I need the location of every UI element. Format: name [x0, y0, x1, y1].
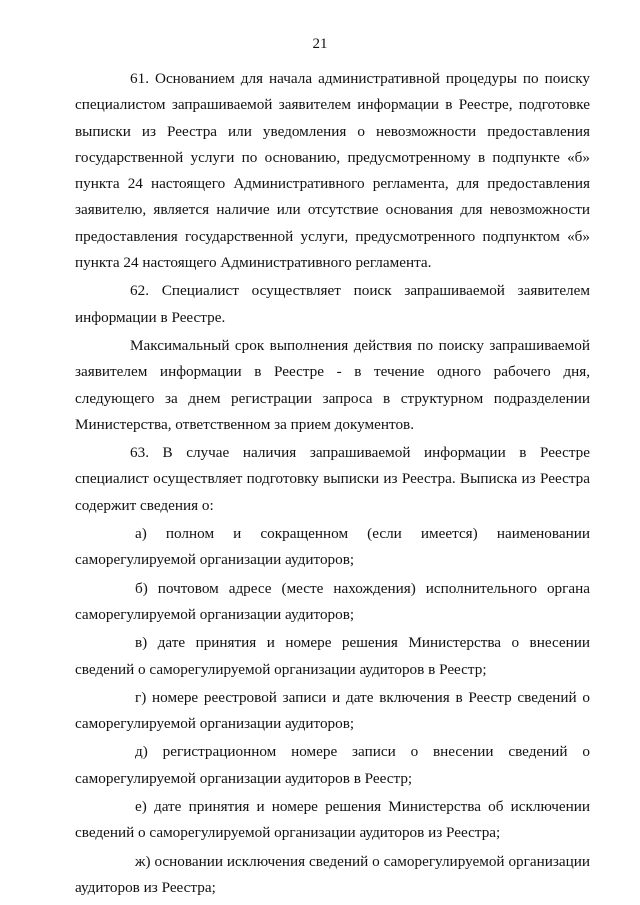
document-body — [75, 66, 590, 901]
list-item-v: в) дате принятия и номере решения Министерства о внесении сведений о саморегулируемой организации аудиторов в Реестр; — [75, 634, 590, 678]
list-item-a: а) полном и сокращенном (если имеется) наименовании саморегулируемой организации аудиторов; — [75, 525, 590, 569]
list-item-e: е) дате принятия и номере решения Министерства об исключении сведений о саморегулируемой организации аудиторов из Реестра; — [75, 798, 590, 842]
list-item-b: б) почтовом адресе (месте нахождения) исполнительного органа саморегулируемой организации аудиторов; — [75, 579, 590, 623]
list-item-zh: ж) основании исключения сведений о саморегулируемой организации аудиторов из Реестра; — [75, 852, 590, 896]
paragraph-61: 61. Основанием для начала административной процедуры по поиску специалистом запрашиваемой заявителем информации в Реестре, подготовке выписки из Реестра или уведомления о невозможности предоставления государственной услуги по основанию, предусмотренному в подпункте «б» пункта 24 настоящего Административного регламента, для предоставления заявителю, является наличие или отсутствие основания для невозможности предоставления государственной услуги, предусмотренного подпунктом «б» пункта 24 настоящего Административного регламента. — [75, 70, 590, 272]
paragraph-max-term: Максимальный срок выполнения действия по поиску запрашиваемой заявителем информации в Реестре - в течение одного рабочего дня, следующего за днем регистрации запроса в структурном подразделении Министерства, ответственном за прием документов. — [75, 336, 590, 433]
page-number: 21 — [312, 36, 328, 52]
list-item-g: г) номере реестровой записи и дате включения в Реестр сведений о саморегулируемой организации аудиторов; — [75, 688, 590, 733]
paragraph-63: 63. В случае наличия запрашиваемой информации в Реестре специалист осуществляет подготовку выписки из Реестра. Выписка из Реестра содержит сведения о: — [75, 444, 590, 514]
list-item-d: д) регистрационном номере записи о внесении сведений о саморегулируемой организации аудиторов в Реестр; — [75, 743, 590, 787]
paragraph-62: 62. Специалист осуществляет поиск запрашиваемой заявителем информации в Реестре. — [75, 282, 590, 326]
